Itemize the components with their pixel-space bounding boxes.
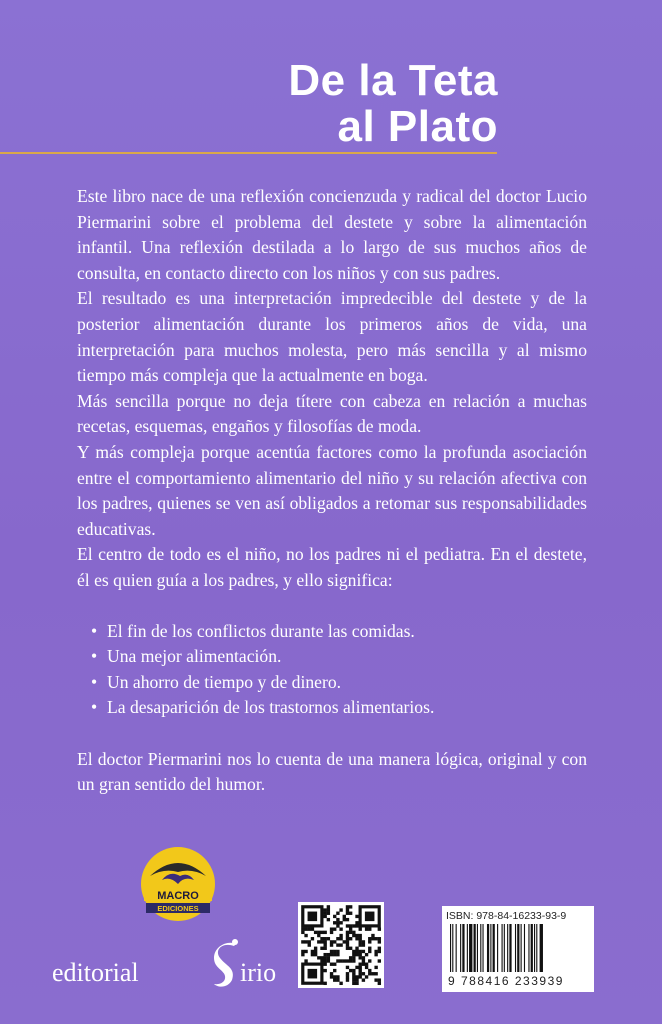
paragraph: Más sencilla porque no deja títere con cabeza en relación a muchas recetas, esquemas, engaños y filosofías de moda. bbox=[77, 390, 587, 437]
publisher-name-part1: editorial bbox=[52, 958, 139, 987]
paragraph: Y más compleja porque acentúa factores como la profunda asociación entre el comportamiento alimentario del niño y su relación afectiva con los padres, quienes se ven así obligados a retomar sus responsabilidades educativas. bbox=[77, 441, 587, 539]
title-line-1: De la Teta bbox=[288, 56, 498, 105]
macro-ediciones-logo bbox=[140, 846, 216, 922]
paragraph: El resultado es una interpretación impredecible del destete y de la posterior alimentación durante los primeros años de vida, una interpretación para muchos molesta, pero más sencilla y al mismo tiempo más compleja que la actualmente en boga. bbox=[77, 288, 587, 386]
book-title bbox=[288, 58, 498, 150]
macro-logo-line1: MACRO bbox=[157, 890, 199, 902]
isbn-label: ISBN: 978-84-16233-93-9 bbox=[446, 910, 567, 922]
blurb bbox=[77, 184, 587, 798]
isbn-barcode bbox=[442, 906, 594, 992]
list-item: • Un ahorro de tiempo y de dinero. bbox=[91, 670, 587, 696]
benefits-list bbox=[91, 619, 587, 721]
barcode-digits: 9 788416 233939 bbox=[448, 974, 564, 988]
title-divider bbox=[0, 152, 497, 154]
list-item: • El fin de los conflictos durante las comidas. bbox=[91, 619, 587, 645]
paragraph: El centro de todo es el niño, no los padres ni el pediatra. En el destete, él es quien guía a los padres, y ello significa: bbox=[77, 544, 587, 590]
macro-logo-line2: EDICIONES bbox=[157, 904, 199, 913]
list-item: • Una mejor alimentación. bbox=[91, 644, 587, 670]
closing-paragraph: El doctor Piermarini nos lo cuenta de una manera lógica, original y con un gran sentido del humor. bbox=[77, 748, 587, 795]
paragraph: Este libro nace de una reflexión concienzuda y radical del doctor Lucio Piermarini sobre el problema del destete y sobre la alimentación infantil. Una reflexión destilada a lo largo de sus muchos años de consulta, en contacto directo con los niños y con sus padres. bbox=[77, 186, 587, 283]
list-item: • La desaparición de los trastornos alimentarios. bbox=[91, 695, 587, 721]
publisher-name-part2: irio bbox=[240, 958, 277, 987]
qr-code bbox=[298, 902, 384, 988]
barcode-bars bbox=[448, 924, 588, 974]
sirio-s-icon bbox=[210, 938, 240, 990]
title-line-2: al Plato bbox=[337, 102, 498, 151]
